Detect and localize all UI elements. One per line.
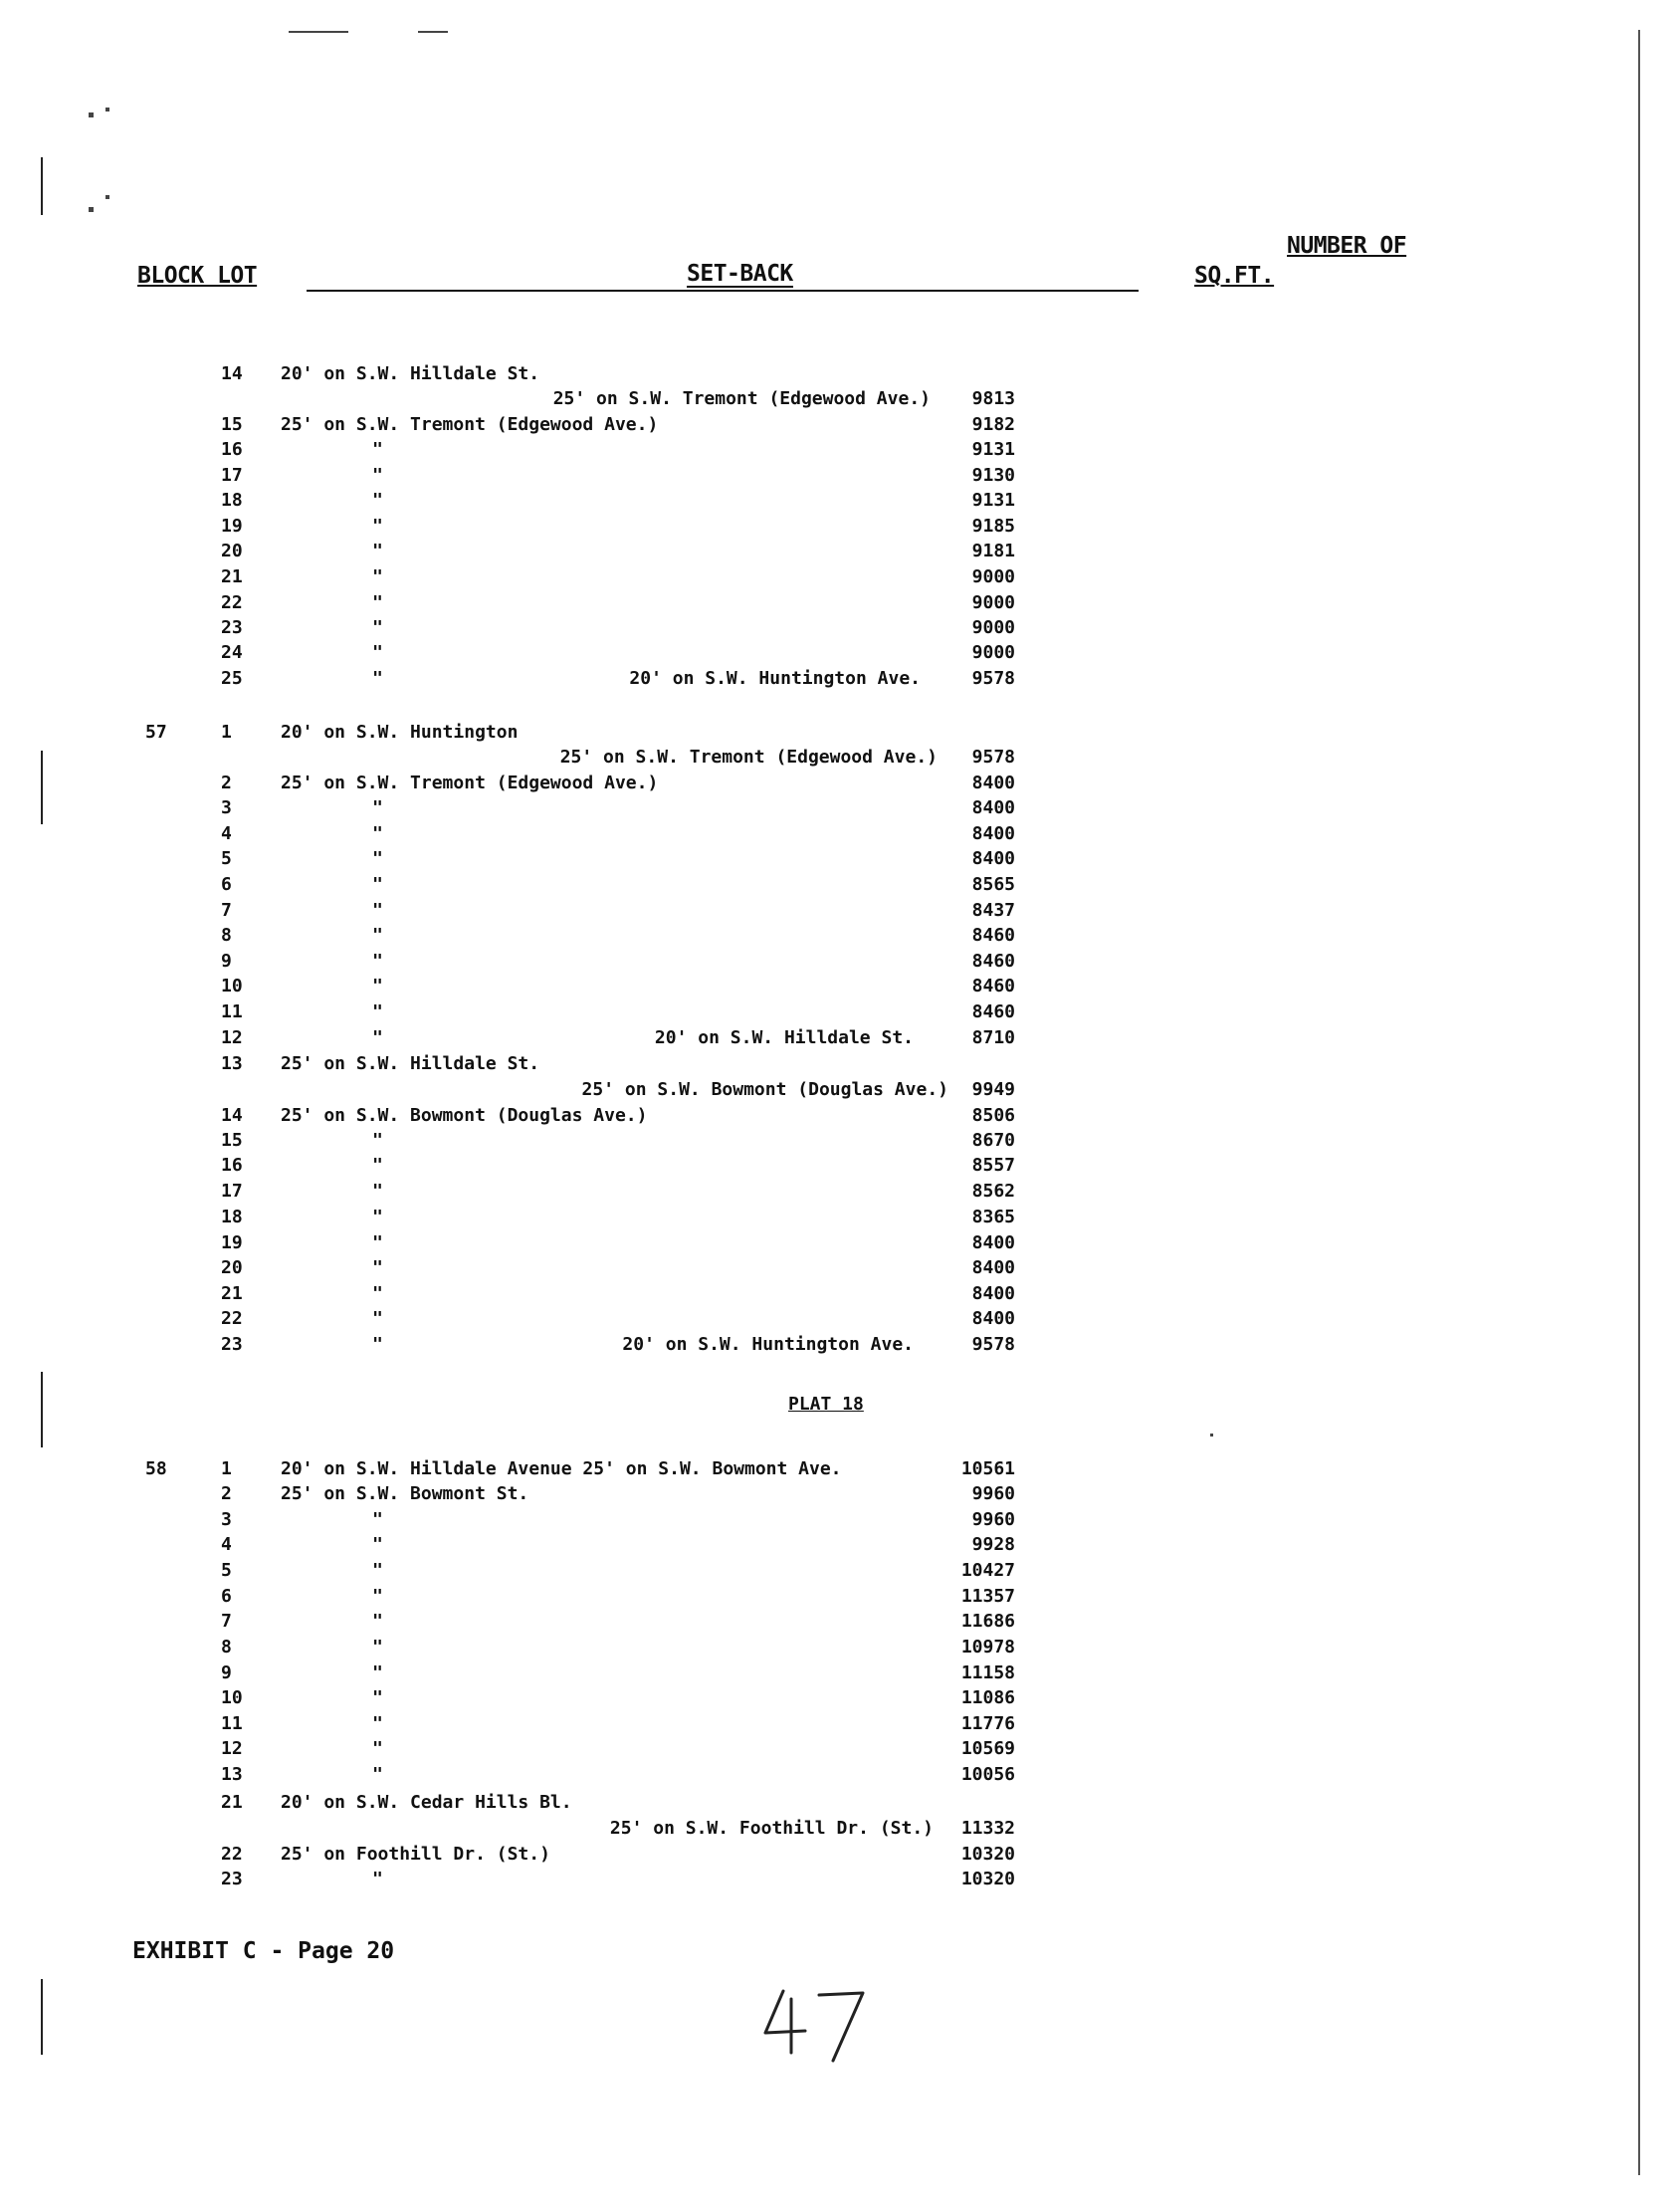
ditto-mark: " — [372, 900, 383, 921]
ditto-mark: " — [372, 1257, 383, 1278]
scan-mark — [41, 751, 43, 824]
table-row — [0, 465, 1674, 490]
ditto-mark: " — [372, 1334, 383, 1355]
square-feet-value: 8400 — [971, 1308, 1015, 1329]
table-row — [0, 722, 1674, 747]
ditto-mark: " — [372, 1181, 383, 1202]
square-feet-value: 9000 — [971, 592, 1015, 613]
table-row — [0, 1764, 1674, 1789]
ditto-mark: " — [372, 1560, 383, 1581]
square-feet-value: 8710 — [971, 1027, 1015, 1048]
header-block-lot: BLOCK LOT — [137, 263, 258, 289]
setback-text: 20' on S.W. Hilldale Avenue 25' on S.W. Bowmont Ave. — [281, 1458, 842, 1479]
table-row — [0, 1130, 1674, 1155]
scan-speck — [105, 108, 109, 111]
ditto-mark: " — [372, 1637, 383, 1658]
lot-number: 19 — [221, 1232, 243, 1253]
setback-secondary-text: 20' on S.W. Huntington Ave. — [622, 1334, 914, 1355]
scan-speck — [1210, 1434, 1213, 1437]
table-row — [0, 592, 1674, 617]
lot-number: 6 — [221, 1586, 232, 1607]
ditto-mark: " — [372, 617, 383, 638]
scan-speck — [289, 31, 348, 33]
lot-number: 8 — [221, 1637, 232, 1658]
lot-number: 17 — [221, 465, 243, 486]
setback-text: 25' on S.W. Bowmont (Douglas Ave.) — [281, 1105, 648, 1126]
square-feet-value: 8400 — [971, 848, 1015, 869]
table-row — [0, 414, 1674, 439]
scan-mark — [41, 1979, 43, 2055]
square-feet-value: 9131 — [971, 439, 1015, 460]
square-feet-value: 8562 — [971, 1181, 1015, 1202]
lot-number: 9 — [221, 1662, 232, 1683]
square-feet-value: 10978 — [960, 1637, 1015, 1658]
square-feet-value: 10056 — [960, 1764, 1015, 1785]
table-row — [0, 1637, 1674, 1661]
lot-number: 9 — [221, 951, 232, 972]
ditto-mark: " — [372, 668, 383, 689]
table-row — [0, 900, 1674, 925]
table-row — [0, 976, 1674, 1000]
square-feet-value: 11086 — [960, 1687, 1015, 1708]
ditto-mark: " — [372, 848, 383, 869]
block-number: 57 — [145, 722, 167, 743]
lot-number: 5 — [221, 848, 232, 869]
square-feet-value: 10320 — [960, 1844, 1015, 1865]
square-feet-value: 8460 — [971, 976, 1015, 996]
ditto-mark: " — [372, 439, 383, 460]
table-row — [0, 1560, 1674, 1585]
lot-number: 7 — [221, 900, 232, 921]
square-feet-value: 9960 — [971, 1483, 1015, 1504]
ditto-mark: " — [372, 642, 383, 663]
setback-secondary-text: 20' on S.W. Huntington Ave. — [629, 668, 921, 689]
lot-number: 18 — [221, 1207, 243, 1227]
page-footer: EXHIBIT C - Page 20 — [132, 1938, 395, 1964]
lot-number: 10 — [221, 976, 243, 996]
table-row — [0, 1687, 1674, 1712]
table-row — [0, 1483, 1674, 1508]
table-row — [0, 1308, 1674, 1333]
ditto-mark: " — [372, 1534, 383, 1555]
table-row — [0, 1869, 1674, 1893]
lot-number: 22 — [221, 592, 243, 613]
table-row — [0, 823, 1674, 848]
square-feet-value: 8365 — [971, 1207, 1015, 1227]
header-rule — [307, 290, 1139, 292]
ditto-mark: " — [372, 823, 383, 844]
table-row — [0, 1181, 1674, 1206]
table-row — [0, 797, 1674, 822]
ditto-mark: " — [372, 516, 383, 537]
lot-number: 25 — [221, 668, 243, 689]
square-feet-value: 11686 — [960, 1611, 1015, 1632]
ditto-mark: " — [372, 1232, 383, 1253]
square-feet-value: 10569 — [960, 1738, 1015, 1759]
lot-number: 6 — [221, 874, 232, 895]
lot-number: 12 — [221, 1027, 243, 1048]
ditto-mark: " — [372, 1155, 383, 1176]
square-feet-value: 8400 — [971, 1232, 1015, 1253]
square-feet-value: 9578 — [971, 668, 1015, 689]
lot-number: 21 — [221, 1792, 243, 1813]
lot-number: 20 — [221, 1257, 243, 1278]
square-feet-value: 9182 — [971, 414, 1015, 435]
square-feet-value: 8400 — [971, 823, 1015, 844]
lot-number: 15 — [221, 414, 243, 435]
square-feet-value: 9181 — [971, 541, 1015, 561]
ditto-mark: " — [372, 1764, 383, 1785]
ditto-mark: " — [372, 976, 383, 996]
table-row — [0, 1611, 1674, 1636]
table-row — [0, 363, 1674, 388]
ditto-mark: " — [372, 490, 383, 511]
square-feet-value: 9131 — [971, 490, 1015, 511]
table-row — [0, 1509, 1674, 1534]
lot-number: 10 — [221, 1687, 243, 1708]
square-feet-value: 8437 — [971, 900, 1015, 921]
scan-speck — [89, 112, 94, 117]
square-feet-value: 9813 — [971, 388, 1015, 409]
lot-number: 23 — [221, 617, 243, 638]
table-row — [0, 1105, 1674, 1130]
square-feet-value: 11158 — [960, 1662, 1015, 1683]
setback-text: 20' on S.W. Huntington — [281, 722, 519, 743]
lot-number: 1 — [221, 1458, 232, 1479]
square-feet-value: 11776 — [960, 1713, 1015, 1734]
lot-number: 13 — [221, 1764, 243, 1785]
ditto-mark: " — [372, 465, 383, 486]
ditto-mark: " — [372, 1869, 383, 1889]
setback-secondary-text: 25' on S.W. Foothill Dr. (St.) — [609, 1818, 934, 1839]
setback-text: 25' on S.W. Hilldale St. — [281, 1053, 540, 1074]
square-feet-value: 9960 — [971, 1509, 1015, 1530]
setback-text: 25' on S.W. Tremont (Edgewood Ave.) — [281, 773, 659, 793]
setback-text: 25' on S.W. Tremont (Edgewood Ave.) — [281, 414, 659, 435]
ditto-mark: " — [372, 566, 383, 587]
setback-text: 20' on S.W. Hilldale St. — [281, 363, 540, 384]
lot-number: 17 — [221, 1181, 243, 1202]
table-row — [0, 951, 1674, 976]
ditto-mark: " — [372, 541, 383, 561]
square-feet-value: 8565 — [971, 874, 1015, 895]
setback-secondary-text: 25' on S.W. Tremont (Edgewood Ave.) — [552, 388, 931, 409]
table-row — [0, 439, 1674, 464]
ditto-mark: " — [372, 592, 383, 613]
table-row — [0, 925, 1674, 950]
setback-text: 20' on S.W. Cedar Hills Bl. — [281, 1792, 572, 1813]
square-feet-value: 9000 — [971, 642, 1015, 663]
ditto-mark: " — [372, 1308, 383, 1329]
table-row — [0, 1458, 1674, 1483]
square-feet-value: 9130 — [971, 465, 1015, 486]
lot-number: 16 — [221, 439, 243, 460]
lot-number: 15 — [221, 1130, 243, 1151]
square-feet-value: 8506 — [971, 1105, 1015, 1126]
square-feet-value: 9000 — [971, 566, 1015, 587]
lot-number: 2 — [221, 773, 232, 793]
lot-number: 22 — [221, 1308, 243, 1329]
table-row — [0, 1713, 1674, 1738]
lot-number: 16 — [221, 1155, 243, 1176]
square-feet-value: 8400 — [971, 1257, 1015, 1278]
lot-number: 5 — [221, 1560, 232, 1581]
square-feet-value: 8460 — [971, 925, 1015, 946]
square-feet-value: 10427 — [960, 1560, 1015, 1581]
table-row — [0, 668, 1674, 693]
table-row — [0, 1738, 1674, 1763]
table-row — [0, 642, 1674, 667]
ditto-mark: " — [372, 1027, 383, 1048]
lot-number: 24 — [221, 642, 243, 663]
lot-number: 13 — [221, 1053, 243, 1074]
ditto-mark: " — [372, 1283, 383, 1304]
lot-number: 4 — [221, 1534, 232, 1555]
ditto-mark: " — [372, 874, 383, 895]
lot-number: 11 — [221, 1713, 243, 1734]
table-row — [0, 848, 1674, 873]
square-feet-value: 9578 — [971, 747, 1015, 768]
scan-speck — [89, 207, 94, 212]
square-feet-value: 11357 — [960, 1586, 1015, 1607]
ditto-mark: " — [372, 1130, 383, 1151]
square-feet-value: 8460 — [971, 1001, 1015, 1022]
header-set-back: SET-BACK — [687, 261, 793, 287]
header-sq-ft: SQ.FT. — [1194, 263, 1275, 289]
table-row — [0, 1155, 1674, 1180]
square-feet-value: 10561 — [960, 1458, 1015, 1479]
table-row — [0, 1001, 1674, 1026]
table-row — [0, 1818, 1674, 1843]
table-row — [0, 1334, 1674, 1359]
ditto-mark: " — [372, 797, 383, 818]
table-row — [0, 1534, 1674, 1559]
header-number-of: NUMBER OF — [1287, 233, 1407, 259]
table-row — [0, 874, 1674, 899]
table-row — [0, 490, 1674, 515]
square-feet-value: 10320 — [960, 1869, 1015, 1889]
square-feet-value: 9000 — [971, 617, 1015, 638]
table-row — [0, 1586, 1674, 1611]
square-feet-value: 9578 — [971, 1334, 1015, 1355]
scan-speck — [105, 195, 109, 199]
lot-number: 18 — [221, 490, 243, 511]
table-row — [0, 516, 1674, 541]
ditto-mark: " — [372, 1662, 383, 1683]
ditto-mark: " — [372, 1687, 383, 1708]
lot-number: 21 — [221, 1283, 243, 1304]
table-row — [0, 1079, 1674, 1104]
ditto-mark: " — [372, 951, 383, 972]
table-row — [0, 747, 1674, 772]
ditto-mark: " — [372, 925, 383, 946]
scan-speck — [418, 31, 448, 33]
lot-number: 22 — [221, 1844, 243, 1865]
lot-number: 7 — [221, 1611, 232, 1632]
lot-number: 19 — [221, 516, 243, 537]
table-row — [0, 388, 1674, 413]
table-row — [0, 617, 1674, 642]
ditto-mark: " — [372, 1509, 383, 1530]
lot-number: 12 — [221, 1738, 243, 1759]
ditto-mark: " — [372, 1713, 383, 1734]
table-row — [0, 1283, 1674, 1308]
table-row — [0, 541, 1674, 565]
square-feet-value: 9949 — [971, 1079, 1015, 1100]
table-row — [0, 1792, 1674, 1817]
square-feet-value: 8400 — [971, 797, 1015, 818]
ditto-mark: " — [372, 1001, 383, 1022]
setback-secondary-text: 20' on S.W. Hilldale St. — [654, 1027, 914, 1048]
lot-number: 20 — [221, 541, 243, 561]
scan-mark — [41, 157, 43, 215]
ditto-mark: " — [372, 1586, 383, 1607]
lot-number: 14 — [221, 363, 243, 384]
square-feet-value: 8460 — [971, 951, 1015, 972]
lot-number: 23 — [221, 1334, 243, 1355]
scan-edge — [1638, 30, 1640, 2175]
block-number: 58 — [145, 1458, 167, 1479]
table-row — [0, 773, 1674, 797]
square-feet-value: 8400 — [971, 773, 1015, 793]
ditto-mark: " — [372, 1207, 383, 1227]
square-feet-value: 8670 — [971, 1130, 1015, 1151]
plat-heading: PLAT 18 — [788, 1394, 864, 1415]
square-feet-value: 11332 — [960, 1818, 1015, 1839]
lot-number: 3 — [221, 1509, 232, 1530]
lot-number: 11 — [221, 1001, 243, 1022]
lot-number: 23 — [221, 1869, 243, 1889]
table-row — [0, 1844, 1674, 1869]
table-row — [0, 1257, 1674, 1282]
square-feet-value: 8400 — [971, 1283, 1015, 1304]
lot-number: 1 — [221, 722, 232, 743]
setback-text: 25' on Foothill Dr. (St.) — [281, 1844, 550, 1865]
square-feet-value: 8557 — [971, 1155, 1015, 1176]
table-row — [0, 1053, 1674, 1078]
square-feet-value: 9928 — [971, 1534, 1015, 1555]
lot-number: 3 — [221, 797, 232, 818]
ditto-mark: " — [372, 1738, 383, 1759]
table-row — [0, 566, 1674, 591]
setback-text: 25' on S.W. Bowmont St. — [281, 1483, 529, 1504]
ditto-mark: " — [372, 1611, 383, 1632]
lot-number: 8 — [221, 925, 232, 946]
scan-mark — [41, 1372, 43, 1447]
handwritten-page-number — [761, 1981, 881, 2071]
table-row — [0, 1232, 1674, 1257]
lot-number: 2 — [221, 1483, 232, 1504]
table-row — [0, 1207, 1674, 1231]
table-row — [0, 1662, 1674, 1687]
setback-secondary-text: 25' on S.W. Tremont (Edgewood Ave.) — [559, 747, 938, 768]
setback-secondary-text: 25' on S.W. Bowmont (Douglas Ave.) — [581, 1079, 948, 1100]
lot-number: 14 — [221, 1105, 243, 1126]
lot-number: 21 — [221, 566, 243, 587]
square-feet-value: 9185 — [971, 516, 1015, 537]
lot-number: 4 — [221, 823, 232, 844]
table-row — [0, 1027, 1674, 1052]
